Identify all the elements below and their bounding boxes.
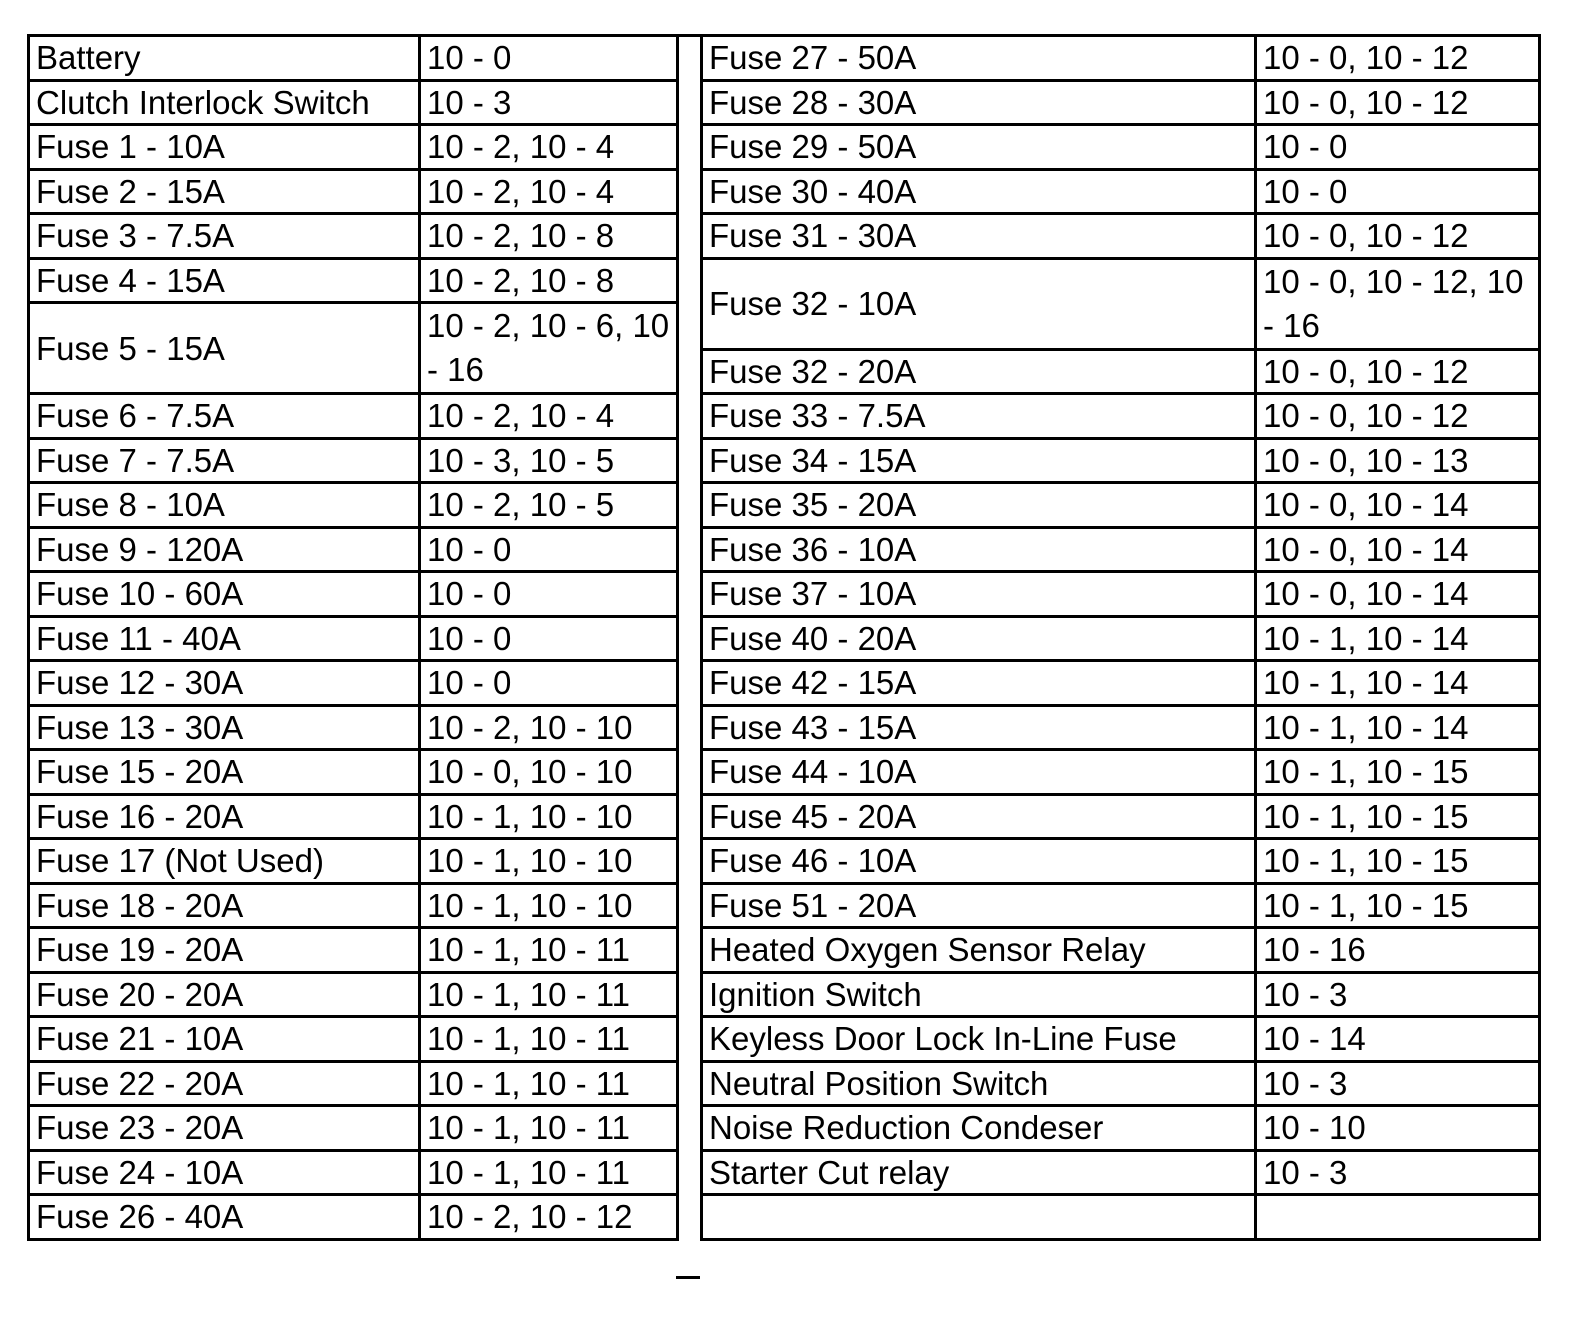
page-reference-cell: 10 - 1, 10 - 10 [420,794,678,839]
component-name-cell: Fuse 27 - 50A [702,36,1256,81]
page-reference-cell: 10 - 0, 10 - 10 [420,750,678,795]
table-row [29,928,678,973]
page-reference-cell: 10 - 0 [420,616,678,661]
component-name-cell: Fuse 16 - 20A [29,794,420,839]
page-reference-cell: 10 - 0 [1256,169,1540,214]
component-name-cell: Fuse 8 - 10A [29,483,420,528]
table-row [29,80,678,125]
column-separator [676,34,700,1279]
component-name-cell: Fuse 46 - 10A [702,839,1256,884]
table-row [29,750,678,795]
component-name-cell: Fuse 2 - 15A [29,169,420,214]
table-row [29,1150,678,1195]
page-reference-cell: 10 - 3 [1256,1150,1540,1195]
component-name-cell: Fuse 37 - 10A [702,572,1256,617]
component-name-cell: Fuse 45 - 20A [702,794,1256,839]
page-reference-cell: 10 - 14 [1256,1017,1540,1062]
table-row [702,839,1540,884]
table-row [702,1195,1540,1240]
component-name-cell: Fuse 18 - 20A [29,883,420,928]
table-row [29,1061,678,1106]
component-name-cell: Fuse 22 - 20A [29,1061,420,1106]
table-row [702,169,1540,214]
component-name-cell: Fuse 3 - 7.5A [29,214,420,259]
table-row [702,661,1540,706]
table-row [702,1106,1540,1151]
component-name-cell: Fuse 21 - 10A [29,1017,420,1062]
page-reference-cell: 10 - 1, 10 - 15 [1256,883,1540,928]
component-name-cell: Fuse 44 - 10A [702,750,1256,795]
table-row [702,394,1540,439]
component-name-cell: Fuse 4 - 15A [29,258,420,303]
table-row [29,303,678,394]
table-row [702,214,1540,259]
table-row [702,1061,1540,1106]
component-name-cell: Fuse 36 - 10A [702,527,1256,572]
page-reference-cell: 10 - 0, 10 - 14 [1256,483,1540,528]
table-row [702,750,1540,795]
page-reference-cell: 10 - 0 [420,661,678,706]
component-name-cell: Fuse 1 - 10A [29,125,420,170]
component-name-cell: Fuse 17 (Not Used) [29,839,420,884]
page-reference-cell: 10 - 1, 10 - 11 [420,1106,678,1151]
page-reference-cell: 10 - 0, 10 - 14 [1256,572,1540,617]
page-reference-cell: 10 - 2, 10 - 12 [420,1195,678,1240]
page-reference-cell: 10 - 10 [1256,1106,1540,1151]
table-row [29,214,678,259]
page-reference-cell: 10 - 1, 10 - 11 [420,1017,678,1062]
page-reference-cell: 10 - 1, 10 - 11 [420,1150,678,1195]
component-name-cell: Fuse 7 - 7.5A [29,438,420,483]
table-row [702,80,1540,125]
page-reference-cell: 10 - 1, 10 - 15 [1256,839,1540,884]
component-name-cell: Clutch Interlock Switch [29,80,420,125]
table-row [702,258,1540,349]
table-row [29,527,678,572]
table-row [702,438,1540,483]
page-reference-cell: 10 - 3, 10 - 5 [420,438,678,483]
table-row [702,572,1540,617]
page-reference-cell: 10 - 0, 10 - 12 [1256,80,1540,125]
component-name-cell: Battery [29,36,420,81]
page-reference-cell: 10 - 2, 10 - 4 [420,125,678,170]
component-name-cell: Fuse 29 - 50A [702,125,1256,170]
table-row [702,1017,1540,1062]
table-row [29,394,678,439]
page-reference-cell: 10 - 0, 10 - 14 [1256,527,1540,572]
page-reference-cell [1256,1195,1540,1240]
table-row [29,572,678,617]
component-name-cell: Fuse 35 - 20A [702,483,1256,528]
component-name-cell: Ignition Switch [702,972,1256,1017]
table-row [29,36,678,81]
component-name-cell: Fuse 32 - 10A [702,258,1256,349]
component-name-cell: Fuse 31 - 30A [702,214,1256,259]
table-row [29,794,678,839]
table-row [29,483,678,528]
component-name-cell: Neutral Position Switch [702,1061,1256,1106]
page-reference-cell: 10 - 0, 10 - 12 [1256,214,1540,259]
component-name-cell: Starter Cut relay [702,1150,1256,1195]
component-name-cell: Fuse 19 - 20A [29,928,420,973]
component-name-cell: Fuse 13 - 30A [29,705,420,750]
page-reference-cell: 10 - 1, 10 - 14 [1256,616,1540,661]
table-row [29,661,678,706]
component-name-cell: Heated Oxygen Sensor Relay [702,928,1256,973]
page-reference-cell: 10 - 0, 10 - 12, 10 - 16 [1256,258,1540,349]
component-name-cell: Fuse 42 - 15A [702,661,1256,706]
page-reference-cell: 10 - 1, 10 - 14 [1256,705,1540,750]
page-reference-cell: 10 - 0, 10 - 12 [1256,36,1540,81]
table-row [702,125,1540,170]
table-row [702,928,1540,973]
page-reference-cell: 10 - 2, 10 - 10 [420,705,678,750]
table-row [702,794,1540,839]
table-row [702,1150,1540,1195]
page-reference-cell: 10 - 2, 10 - 4 [420,169,678,214]
component-name-cell: Fuse 9 - 120A [29,527,420,572]
table-row [29,1017,678,1062]
page-reference-cell: 10 - 2, 10 - 8 [420,214,678,259]
component-name-cell: Fuse 10 - 60A [29,572,420,617]
component-name-cell: Fuse 26 - 40A [29,1195,420,1240]
component-name-cell: Fuse 51 - 20A [702,883,1256,928]
table-row [29,438,678,483]
page-reference-cell: 10 - 1, 10 - 15 [1256,794,1540,839]
table-row [702,972,1540,1017]
page-reference-cell: 10 - 0, 10 - 12 [1256,349,1540,394]
component-name-cell: Fuse 24 - 10A [29,1150,420,1195]
page-reference-cell: 10 - 16 [1256,928,1540,973]
page-reference-cell: 10 - 0, 10 - 13 [1256,438,1540,483]
page-reference-cell: 10 - 1, 10 - 10 [420,839,678,884]
component-location-table-right [700,34,1541,1241]
table-row [29,972,678,1017]
table-row [29,1195,678,1240]
component-name-cell: Fuse 12 - 30A [29,661,420,706]
component-name-cell: Fuse 28 - 30A [702,80,1256,125]
table-row [29,883,678,928]
page-reference-cell: 10 - 2, 10 - 5 [420,483,678,528]
component-name-cell: Fuse 6 - 7.5A [29,394,420,439]
component-name-cell: Fuse 30 - 40A [702,169,1256,214]
table-row [702,36,1540,81]
page-reference-cell: 10 - 1, 10 - 14 [1256,661,1540,706]
page-reference-cell: 10 - 2, 10 - 8 [420,258,678,303]
component-name-cell: Keyless Door Lock In-Line Fuse [702,1017,1256,1062]
component-name-cell: Fuse 5 - 15A [29,303,420,394]
page-reference-cell: 10 - 3 [1256,972,1540,1017]
page-reference-cell: 10 - 1, 10 - 11 [420,972,678,1017]
table-row [702,527,1540,572]
page-reference-cell: 10 - 2, 10 - 4 [420,394,678,439]
component-location-table-left [27,34,679,1241]
page-reference-cell: 10 - 1, 10 - 11 [420,928,678,973]
table-row [29,169,678,214]
table-row [702,883,1540,928]
page-reference-cell: 10 - 1, 10 - 15 [1256,750,1540,795]
page-reference-cell: 10 - 3 [1256,1061,1540,1106]
component-name-cell: Fuse 11 - 40A [29,616,420,661]
component-name-cell: Fuse 43 - 15A [702,705,1256,750]
component-name-cell: Fuse 34 - 15A [702,438,1256,483]
page-reference-cell: 10 - 3 [420,80,678,125]
table-row [702,616,1540,661]
table-row [29,125,678,170]
page-reference-cell: 10 - 1, 10 - 10 [420,883,678,928]
page-reference-cell: 10 - 0 [420,36,678,81]
table-row [29,1106,678,1151]
table-row [29,258,678,303]
component-name-cell [702,1195,1256,1240]
table-row [29,616,678,661]
table-row [29,839,678,884]
component-name-cell: Fuse 23 - 20A [29,1106,420,1151]
page-reference-cell: 10 - 0 [420,572,678,617]
page-reference-cell: 10 - 0, 10 - 12 [1256,394,1540,439]
table-row [29,705,678,750]
page-reference-cell: 10 - 1, 10 - 11 [420,1061,678,1106]
component-name-cell: Fuse 20 - 20A [29,972,420,1017]
component-name-cell: Fuse 32 - 20A [702,349,1256,394]
component-name-cell: Fuse 40 - 20A [702,616,1256,661]
component-name-cell: Noise Reduction Condeser [702,1106,1256,1151]
table-row [702,349,1540,394]
page-reference-cell: 10 - 0 [1256,125,1540,170]
page-reference-cell: 10 - 2, 10 - 6, 10 - 16 [420,303,678,394]
component-name-cell: Fuse 15 - 20A [29,750,420,795]
table-row [702,483,1540,528]
page-reference-cell: 10 - 0 [420,527,678,572]
component-name-cell: Fuse 33 - 7.5A [702,394,1256,439]
table-row [702,705,1540,750]
